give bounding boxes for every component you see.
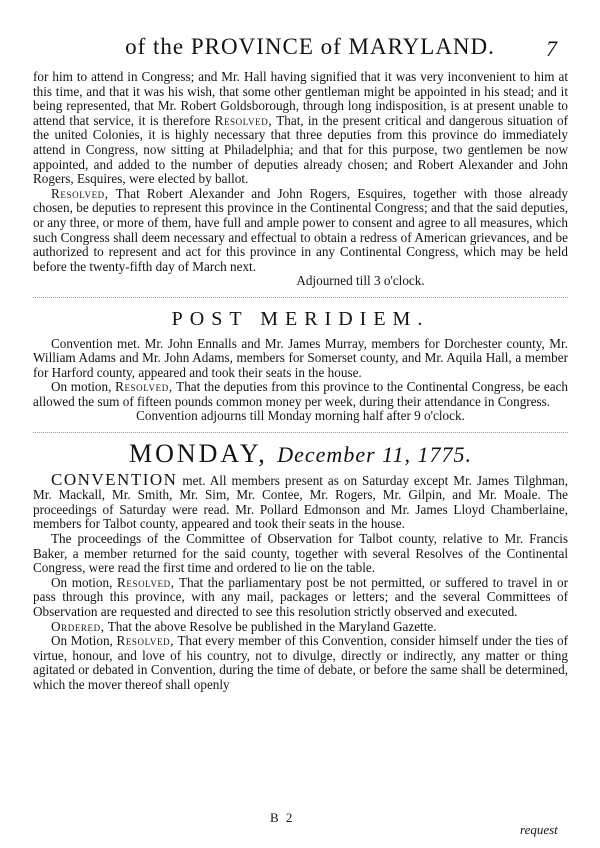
convention-label: CONVENTION (51, 469, 178, 489)
paragraph-5 (33, 469, 568, 532)
paragraph-9 (33, 634, 568, 692)
monday-label: MONDAY, (128, 439, 268, 469)
paragraph-7-text: That the parliamentary post be not permitted, or suffered to travel in or pass through this province, with any mail, packages or letters; and the several Committees of Observation are requested and directed to see this resolution strictly observed and executed. (33, 574, 569, 619)
resolved-label: Resolved, (51, 185, 109, 201)
adjournment-note-2: Convention adjourns till Monday morning half after 9 o'clock. (136, 408, 465, 424)
paragraph-2-text: That Robert Alexander and John Rogers, Esquires, together with those already chosen, be deputies to represent this province in the Continental Congress; and that the said deputies, or any three, or more of them, have full and ample power to consent and agree to all measures, which such Congress shall deem necessary and effectual to obtain a redress of American grievances, and be authorized to represent and act for this province in any Continental Congress, which may be held before the twenty-fifth day of March next. (33, 185, 568, 274)
motion-label: On motion, (51, 574, 113, 590)
section-divider (33, 432, 568, 433)
paragraph-8-text: That the above Resolve be published in the Maryland Gazette. (107, 618, 437, 634)
ordered-label: Ordered, (51, 618, 105, 634)
paragraph-4-text: That the deputies from this province to the Continental Congress, be each allowed the sum of fifteen pounds common money per week, during their attendance in Congress. (33, 379, 569, 409)
section-divider (33, 297, 568, 298)
resolved-label: Resolved, (214, 112, 273, 128)
post-meridiem-heading: POST MERIDIEM. (171, 307, 430, 330)
paragraph-1-rest: That, in the present critical and dangerous situation of the united Colonies, it is highly necessary that three deputies from this province do immediately attend in Congress, now sitting at Philadelphia; and that for this purpose, two gentlemen be now appointed, and added to the number of deputies already chosen; and Robert Alexander and John Rogers, Esquires, were elected by ballot. (33, 112, 568, 187)
resolved-label: Resolved, (116, 574, 175, 590)
paragraph-5-text: met. All members present as on Saturday except Mr. James Tilghman, Mr. Mackall, Mr. Smith, Mr. Sim, Mr. Contee, Mr. Rogers, Mr. Gilpin, and Mr. Moale. The proceedings of Saturday were read. Mr. Pollard Edmonson and Mr. James Lloyd Chamberlaine, members for Talbot county, appeared and took their seats in the house. (33, 472, 568, 532)
resolved-label: Resolved, (116, 633, 175, 649)
motion-label: On motion, (51, 379, 112, 395)
paragraph-2 (33, 187, 568, 275)
signature-mark: B 2 (270, 810, 295, 825)
monday-date: December 11, 1775. (277, 442, 473, 468)
paragraph-1-text: for him to attend in Congress; and Mr. Hall having signified that it was very inconvenient to him at this time, and that it was his wish, that some other gentleman might be appointed in his stead; and it being represented, that Mr. Robert Goldsborough, through long indisposition, is at present unable to attend that service, it is therefore (33, 69, 568, 128)
paragraph-1 (33, 70, 568, 187)
adjournment-note: Adjourned till 3 o'clock. (296, 273, 425, 289)
paragraph-6: The proceedings of the Committee of Observation for Talbot county, relative to Mr. Francis Baker, a member returned for the said county, together with several Resolves of the Continental Congress, were read the first time and ordered to lie on the table. (33, 531, 568, 576)
resolved-label: Resolved, (115, 379, 173, 395)
monday-heading (33, 439, 568, 469)
motion-label: On Motion, (51, 633, 113, 649)
page-number: 7 (546, 36, 557, 61)
paragraph-3: Convention met. Mr. John Ennalls and Mr. James Murray, members for Dorchester county, Mr. William Adams and Mr. John Adams, members for Somerset county, and Mr. Aquila Hall, a member for Harford county, appeared and took their seats in the house. (33, 335, 568, 380)
paragraph-8 (33, 620, 568, 635)
paragraph-9-text: That every member of this Convention, consider himself under the ties of virtue, honour, and love of his country, not to divulge, directly or indirectly, any matter or thing agitated or debated in Convention, during the time of debate, or before the same shall be determined, which the mover thereof shall openly (33, 633, 569, 692)
body-text (33, 70, 568, 693)
paragraph-4 (33, 380, 568, 409)
paragraph-7 (33, 576, 568, 620)
catchword: request (520, 822, 558, 837)
running-head: of the PROVINCE of MARYLAND. (125, 34, 495, 59)
